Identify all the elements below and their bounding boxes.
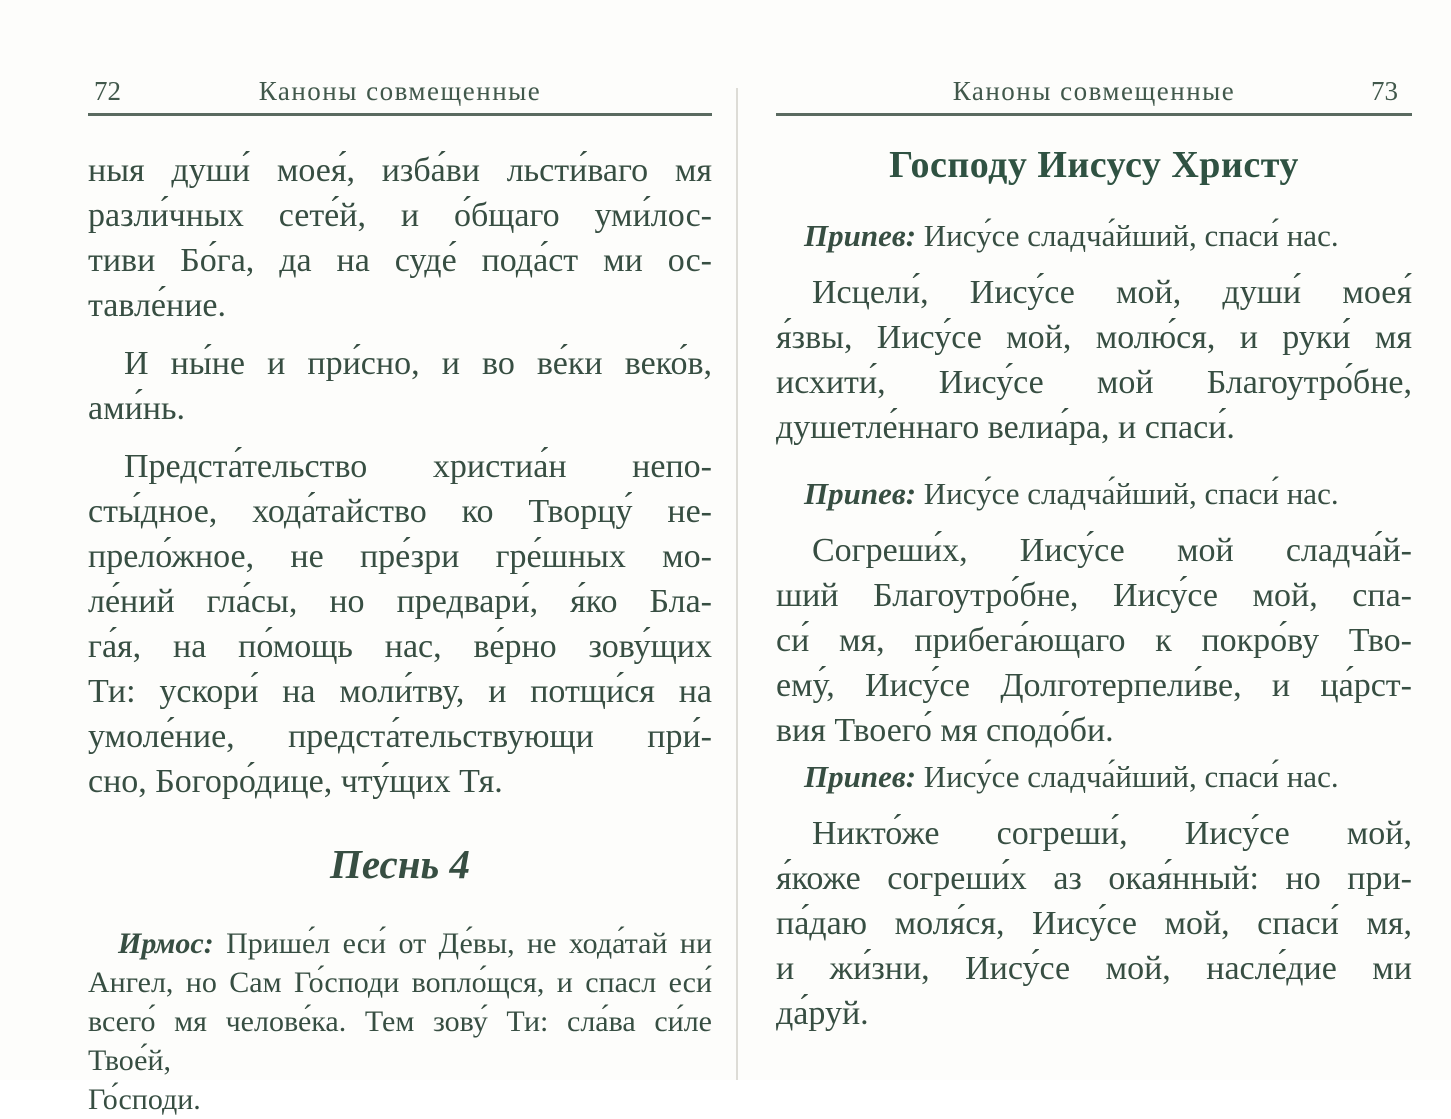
running-header-title-right: Каноны совмещенные — [952, 76, 1236, 106]
text-line: разли́чных сете́й, и о́бщаго уми́лос- — [88, 197, 712, 234]
page-right-body — [776, 270, 1412, 450]
running-header-left — [88, 76, 712, 106]
paragraph — [776, 811, 1412, 1036]
text-line: Го́споди. — [88, 1083, 201, 1117]
text-line: сты́дное, хода́тайство ко Творцу́ не- — [88, 493, 712, 530]
text-line: я́коже согреши́х аз окая́нный: но при- — [776, 860, 1412, 897]
text-line: тавле́ние. — [88, 287, 227, 324]
text-line: га́я, на по́мощь нас, ве́рно зову́щих — [88, 628, 712, 665]
paragraph — [776, 270, 1412, 450]
text-line: Ти: ускори́ на моли́тву, и потщи́ся на — [88, 673, 712, 710]
text-line: И ны́не и при́сно, и во ве́ки веко́в, — [124, 345, 712, 382]
page-number-right: 73 — [1371, 76, 1398, 106]
refrain-label: Припев: — [804, 476, 917, 511]
paragraph — [776, 528, 1412, 753]
text-line: сно, Богоро́дице, чту́щих Тя. — [88, 763, 503, 800]
page-left-body — [88, 148, 712, 804]
page-right-body — [776, 528, 1412, 753]
page-left — [88, 0, 712, 1117]
running-header-right — [776, 76, 1412, 106]
text-line: Ангел, но Сам Го́споди вопло́щся, и спасл еси́ — [88, 966, 712, 1000]
page-right-body — [776, 811, 1412, 1036]
text-line: ами́нь. — [88, 390, 186, 427]
text-line: ему́, Иису́се Долготерпели́ве, и ца́рст- — [776, 667, 1412, 704]
song-heading: Песнь 4 — [330, 841, 470, 887]
text-line: ший Благоутро́бне, Иису́се мой, спа- — [776, 577, 1412, 614]
text-line: исхити́, Иису́се мой Благоутро́бне, — [776, 364, 1412, 401]
refrain-label: Припев: — [804, 218, 917, 253]
text-line: всего́ мя челове́ка. Тем зову́ Ти: сла́ва си́ле Твое́й, — [88, 1005, 712, 1078]
irmos-label: Ирмос: — [118, 927, 214, 961]
refrain-line — [776, 759, 1412, 795]
page-right — [776, 0, 1412, 1080]
text-line: тиви Бо́га, да на суде́ пода́ст ми ос- — [88, 242, 712, 279]
paragraph — [88, 444, 712, 804]
text-line: си́ мя, прибега́ющаго к покро́ву Тво- — [776, 622, 1412, 659]
text-line: ле́ний гла́сы, но предвари́, я́ко Бла- — [88, 583, 712, 620]
text-line: вия Твоего́ мя сподо́би. — [776, 712, 1114, 749]
refrain-line — [776, 218, 1412, 254]
text-line: душетле́ннаго велиа́ра, и спаси́. — [776, 409, 1235, 446]
running-header-title-left: Каноны совмещенные — [258, 76, 542, 106]
text-line: умоле́ние, предста́тельствующи при́- — [88, 718, 712, 755]
text-line: Никто́же согреши́, Иису́се мой, — [812, 815, 1412, 852]
text-line: Исцели́, Иису́се мой, души́ моея́ — [812, 274, 1412, 311]
paragraph — [88, 341, 712, 431]
text-line: ныя души́ моея́, изба́ви льсти́ваго мя — [88, 152, 712, 189]
header-rule-left — [88, 113, 712, 116]
page-number-left: 72 — [94, 76, 121, 106]
text-line: Согреши́х, Иису́се мой сладча́й- — [812, 532, 1412, 569]
text-line: да́руй. — [776, 995, 869, 1032]
text-line: я́звы, Иису́се мой, молю́ся, и руки́ мя — [776, 319, 1412, 356]
refrain-line — [776, 476, 1412, 512]
text-line: прело́жное, не пре́зри гре́шных мо- — [88, 538, 712, 575]
text-line — [88, 924, 712, 963]
text-line: и жи́зни, Иису́се мой, насле́дие ми — [776, 950, 1412, 987]
refrain-text: Иису́се сладча́йший, спаси́ нас. — [923, 476, 1339, 511]
irmos-line-text: Прише́л еси́ от Де́вы, не хода́тай ни — [226, 927, 712, 961]
text-line: Предста́тельство христиа́н непо- — [124, 448, 712, 485]
text-line: па́даю моля́ся, Иису́се мой, спаси́ мя, — [776, 905, 1412, 942]
refrain-text: Иису́се сладча́йший, спаси́ нас. — [923, 759, 1339, 794]
refrain-label: Припев: — [804, 759, 917, 794]
irmos-paragraph — [88, 924, 712, 1119]
refrain-text: Иису́се сладча́йший, спаси́ нас. — [923, 218, 1339, 253]
page-gutter-divider — [736, 88, 738, 1080]
paragraph — [88, 148, 712, 328]
canon-title: Господу Иисусу Христу — [889, 144, 1299, 186]
header-rule-right — [776, 113, 1412, 116]
